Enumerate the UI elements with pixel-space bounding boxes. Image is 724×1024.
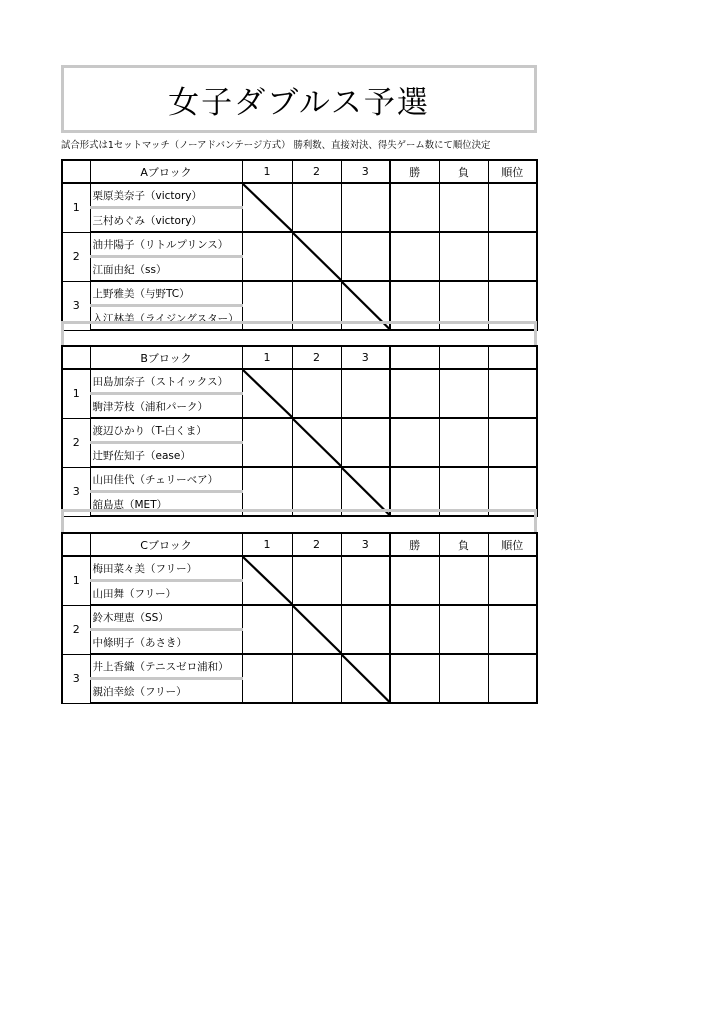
result-cell — [341, 605, 390, 654]
tally-cell — [439, 183, 488, 232]
column-header: 順位 — [488, 533, 537, 556]
self-match-slash — [243, 370, 292, 417]
result-cell — [242, 183, 292, 232]
player-name: 江面由紀（ss） — [90, 257, 242, 282]
result-cell — [242, 605, 292, 654]
result-cell — [292, 418, 341, 467]
result-cell — [242, 418, 292, 467]
team-number: 2 — [62, 232, 90, 281]
column-header — [439, 346, 488, 369]
tally-cell — [390, 605, 439, 654]
block-separator — [61, 321, 537, 345]
column-header: 1 — [242, 533, 292, 556]
player-name: 山田舞（フリー） — [90, 581, 242, 606]
player-name: 舘島恵（MET） — [90, 492, 242, 517]
result-cell — [292, 654, 341, 703]
result-cell — [292, 605, 341, 654]
tally-cell — [439, 418, 488, 467]
block-name: Bブロック — [90, 346, 242, 369]
player-name: 三村めぐみ（victory） — [90, 208, 242, 233]
team-number: 1 — [62, 369, 90, 418]
column-header: 勝 — [390, 160, 439, 183]
result-cell — [341, 654, 390, 703]
column-header: 3 — [341, 160, 390, 183]
result-cell — [242, 654, 292, 703]
team-number: 1 — [62, 183, 90, 232]
team-number: 3 — [62, 654, 90, 703]
column-header: 勝 — [390, 533, 439, 556]
player-name: 入江林美（ライジングスター） — [90, 306, 242, 331]
player-name: 駒津芳枝（浦和パーク） — [90, 394, 242, 419]
block-separator — [61, 509, 537, 532]
page-title: 女子ダブルス予選 — [168, 84, 430, 121]
block-table-c — [61, 532, 538, 704]
tally-cell — [390, 183, 439, 232]
tally-cell — [439, 605, 488, 654]
tally-cell — [488, 418, 537, 467]
column-header — [488, 346, 537, 369]
team-number: 3 — [62, 281, 90, 330]
tally-cell — [390, 556, 439, 605]
column-header: 1 — [242, 160, 292, 183]
player-name: 山田佳代（チェリーベア） — [90, 467, 242, 492]
block-table-a — [61, 159, 538, 331]
block-name: Cブロック — [90, 533, 242, 556]
tally-cell — [390, 232, 439, 281]
league-table — [61, 159, 538, 331]
player-name: 梅田菜々美（フリー） — [90, 556, 242, 581]
tally-cell — [390, 369, 439, 418]
player-name: 栗原美奈子（victory） — [90, 183, 242, 208]
player-name: 田島加奈子（ストイックス） — [90, 369, 242, 394]
tally-cell — [390, 418, 439, 467]
tally-cell — [439, 556, 488, 605]
column-header: 2 — [292, 160, 341, 183]
result-cell — [292, 369, 341, 418]
tally-cell — [488, 183, 537, 232]
result-cell — [341, 418, 390, 467]
tally-cell — [439, 369, 488, 418]
player-name: 油井陽子（リトルプリンス） — [90, 232, 242, 257]
result-cell — [341, 183, 390, 232]
team-number: 3 — [62, 467, 90, 516]
header-blank — [62, 533, 90, 556]
block-name: Aブロック — [90, 160, 242, 183]
column-header: 3 — [341, 533, 390, 556]
tally-cell — [390, 654, 439, 703]
player-name: 辻野佐知子（ease） — [90, 443, 242, 468]
team-number: 1 — [62, 556, 90, 605]
tally-cell — [439, 654, 488, 703]
player-name: 鈴木理恵（SS） — [90, 605, 242, 630]
tally-cell — [488, 369, 537, 418]
self-match-slash — [293, 419, 341, 466]
team-number: 2 — [62, 418, 90, 467]
column-header: 2 — [292, 346, 341, 369]
column-header: 負 — [439, 533, 488, 556]
result-cell — [341, 556, 390, 605]
title-box — [61, 65, 537, 133]
tally-cell — [439, 232, 488, 281]
column-header: 負 — [439, 160, 488, 183]
tally-cell — [488, 605, 537, 654]
tally-cell — [488, 556, 537, 605]
self-match-slash — [293, 233, 341, 280]
self-match-slash — [243, 184, 292, 231]
self-match-slash — [243, 557, 292, 604]
result-cell — [242, 556, 292, 605]
column-header: 順位 — [488, 160, 537, 183]
player-name: 井上香織（テニスゼロ浦和） — [90, 654, 242, 679]
result-cell — [341, 232, 390, 281]
column-header: 3 — [341, 346, 390, 369]
result-cell — [242, 369, 292, 418]
self-match-slash — [342, 655, 390, 702]
column-header: 1 — [242, 346, 292, 369]
result-cell — [292, 232, 341, 281]
match-rules-text: 試合形式は1セットマッチ（ノーアドバンテージ方式） 勝利数、直接対決、得失ゲーム数にて順位決定 — [61, 140, 491, 151]
team-number: 2 — [62, 605, 90, 654]
result-cell — [292, 556, 341, 605]
result-cell — [341, 369, 390, 418]
block-table-b — [61, 345, 538, 517]
player-name: 親泊幸絵（フリー） — [90, 679, 242, 704]
result-cell — [292, 183, 341, 232]
column-header — [390, 346, 439, 369]
header-blank — [62, 160, 90, 183]
player-name: 渡辺ひかり（T-白くま） — [90, 418, 242, 443]
tally-cell — [488, 232, 537, 281]
player-name: 中條明子（あさき） — [90, 630, 242, 655]
league-table — [61, 532, 538, 704]
result-cell — [242, 232, 292, 281]
player-name: 上野雅美（与野TC） — [90, 281, 242, 306]
tally-cell — [488, 654, 537, 703]
header-blank — [62, 346, 90, 369]
self-match-slash — [342, 468, 390, 515]
self-match-slash — [293, 606, 341, 653]
league-table — [61, 345, 538, 517]
column-header: 2 — [292, 533, 341, 556]
